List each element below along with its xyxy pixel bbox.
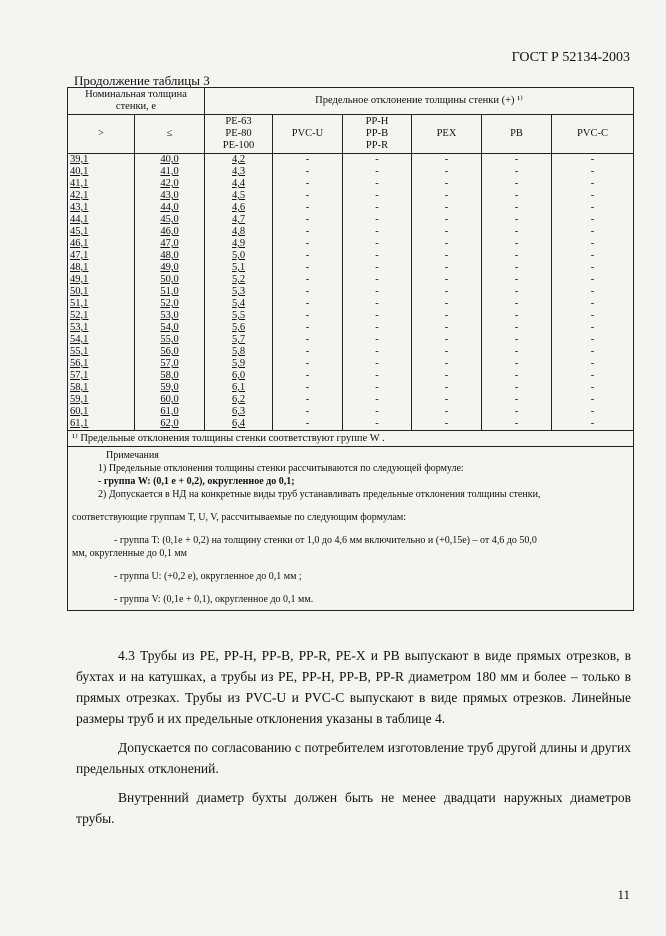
table-cell: - <box>412 226 482 238</box>
table-row <box>68 202 634 214</box>
table-cell: - <box>412 346 482 358</box>
document-code: ГОСТ Р 52134-2003 <box>511 50 630 65</box>
header-material: PP-H PP-B PP-R <box>343 115 412 154</box>
table-cell: - <box>552 370 634 382</box>
table-cell: - <box>273 190 343 202</box>
table-cell: - <box>552 226 634 238</box>
table-cell: 51,1 <box>68 298 135 310</box>
table-cell: 4,8 <box>205 226 273 238</box>
table-cell: 58,0 <box>135 370 205 382</box>
table-cell: - <box>343 190 412 202</box>
table-cell: - <box>482 382 552 394</box>
table-cell: 57,0 <box>135 358 205 370</box>
table-cell: - <box>273 346 343 358</box>
table-cell: - <box>343 238 412 250</box>
table-cell: - <box>412 190 482 202</box>
table-cell: - <box>343 286 412 298</box>
table-cell: - <box>482 370 552 382</box>
table-cell: - <box>273 418 343 431</box>
table-cell: 60,0 <box>135 394 205 406</box>
notes-title: Примечания <box>106 450 159 461</box>
table-row <box>68 262 634 274</box>
table-cell: - <box>412 286 482 298</box>
table-cell: 50,1 <box>68 286 135 298</box>
note-1: 1) Предельные отклонения толщины стенки рассчитываются по следующей формуле: <box>98 463 464 474</box>
table-cell: 4,4 <box>205 178 273 190</box>
note-2: 2) Допускается в НД на конкретные виды труб устанавливать предельные отклонения толщины стенки, <box>98 489 541 500</box>
table-row <box>68 334 634 346</box>
table-cell: - <box>552 310 634 322</box>
table-cell: 5,3 <box>205 286 273 298</box>
table-cell: 58,1 <box>68 382 135 394</box>
table-cell: - <box>552 154 634 167</box>
table-notes <box>68 447 634 611</box>
table-cell: 5,7 <box>205 334 273 346</box>
table-cell: - <box>482 214 552 226</box>
table-cell: 47,1 <box>68 250 135 262</box>
table-cell: - <box>552 262 634 274</box>
table-cell: 42,0 <box>135 178 205 190</box>
table-row <box>68 418 634 431</box>
table-cell: 59,0 <box>135 382 205 394</box>
table-cell: - <box>412 214 482 226</box>
body-text <box>76 645 631 837</box>
table-cell: 45,1 <box>68 226 135 238</box>
table-cell: 40,1 <box>68 166 135 178</box>
table-cell: 53,1 <box>68 322 135 334</box>
table-cell: 52,0 <box>135 298 205 310</box>
table-cell: 43,0 <box>135 190 205 202</box>
table-cell: - <box>482 154 552 167</box>
table-cell: - <box>273 250 343 262</box>
table-cell: 48,1 <box>68 262 135 274</box>
table-cell: 44,0 <box>135 202 205 214</box>
table-cell: - <box>343 394 412 406</box>
table-row <box>68 274 634 286</box>
table-row <box>68 166 634 178</box>
table-cell: - <box>412 238 482 250</box>
table-cell: 52,1 <box>68 310 135 322</box>
table-cell: 4,2 <box>205 154 273 167</box>
table-row <box>68 190 634 202</box>
table-row <box>68 250 634 262</box>
table-cell: 41,1 <box>68 178 135 190</box>
paragraph-coil-diameter: Внутренний диаметр бухты должен быть не менее двадцати наружных диаметров трубы. <box>76 790 631 826</box>
table-cell: 46,0 <box>135 226 205 238</box>
group-v-formula: - группа V: (0,1е + 0,1), округленное до 0,1 мм. <box>114 594 314 605</box>
table-row <box>68 346 634 358</box>
table-cell: - <box>412 370 482 382</box>
table-cell: - <box>412 406 482 418</box>
table-cell: - <box>343 298 412 310</box>
table-cell: - <box>343 310 412 322</box>
table-cell: 43,1 <box>68 202 135 214</box>
table-cell: - <box>552 358 634 370</box>
table-cell: - <box>343 166 412 178</box>
table-cell: - <box>552 166 634 178</box>
table-row <box>68 226 634 238</box>
table-cell: 49,1 <box>68 274 135 286</box>
table-cell: - <box>343 226 412 238</box>
table-cell: - <box>273 286 343 298</box>
table-cell: 5,4 <box>205 298 273 310</box>
table-cell: - <box>273 310 343 322</box>
table-cell: - <box>343 178 412 190</box>
table-cell: - <box>273 406 343 418</box>
table-cell: 4,7 <box>205 214 273 226</box>
table-cell: - <box>482 250 552 262</box>
table-cell: - <box>552 274 634 286</box>
table-row <box>68 370 634 382</box>
table-row <box>68 154 634 167</box>
table-cell: - <box>412 154 482 167</box>
table-footnote: ¹⁾ Предельные отклонения толщины стенки соответствуют группе W . <box>68 431 634 447</box>
table-cell: - <box>482 298 552 310</box>
table-cell: - <box>273 370 343 382</box>
table-cell: - <box>273 382 343 394</box>
table-cell: - <box>482 322 552 334</box>
table-cell: 55,1 <box>68 346 135 358</box>
table-row <box>68 406 634 418</box>
table-caption: Продолжение таблицы 3 <box>74 73 210 88</box>
table-cell: 56,1 <box>68 358 135 370</box>
header-max-deviation: Предельное отклонение толщины стенки (+) ¹⁾ <box>205 88 634 115</box>
header-material: PVC-U <box>273 115 343 154</box>
table-cell: 51,0 <box>135 286 205 298</box>
table-cell: 61,1 <box>68 418 135 431</box>
table-row <box>68 214 634 226</box>
table-cell: - <box>482 262 552 274</box>
table-cell: - <box>552 298 634 310</box>
table-cell: - <box>343 382 412 394</box>
table-cell: - <box>273 166 343 178</box>
table-row <box>68 322 634 334</box>
table-cell: - <box>412 418 482 431</box>
table-cell: - <box>412 298 482 310</box>
table-cell: 6,2 <box>205 394 273 406</box>
table-cell: 6,4 <box>205 418 273 431</box>
table-cell: - <box>482 358 552 370</box>
table-cell: - <box>412 322 482 334</box>
table-cell: - <box>343 358 412 370</box>
table-row <box>68 394 634 406</box>
table-cell: 5,9 <box>205 358 273 370</box>
group-u-formula: - группа U: (+0,2 е), округленное до 0,1 мм ; <box>114 571 302 582</box>
table-cell: - <box>412 250 482 262</box>
table-cell: - <box>482 202 552 214</box>
table-row <box>68 298 634 310</box>
table-cell: 5,5 <box>205 310 273 322</box>
header-material: PB <box>482 115 552 154</box>
table-cell: - <box>552 190 634 202</box>
table-cell: 54,1 <box>68 334 135 346</box>
table-cell: - <box>482 166 552 178</box>
table-cell: 44,1 <box>68 214 135 226</box>
table-cell: - <box>412 178 482 190</box>
table-cell: - <box>343 406 412 418</box>
table-cell: - <box>552 382 634 394</box>
table-cell: - <box>482 226 552 238</box>
table-cell: - <box>412 394 482 406</box>
table-cell: 47,0 <box>135 238 205 250</box>
table-row <box>68 178 634 190</box>
table-cell: - <box>552 394 634 406</box>
table-cell: 5,0 <box>205 250 273 262</box>
table-cell: - <box>273 322 343 334</box>
table-cell: - <box>273 298 343 310</box>
table-cell: 39,1 <box>68 154 135 167</box>
table-cell: - <box>482 394 552 406</box>
table-cell: - <box>343 346 412 358</box>
table-cell: 46,1 <box>68 238 135 250</box>
table-cell: - <box>552 250 634 262</box>
table-cell: - <box>412 382 482 394</box>
table-cell: 50,0 <box>135 274 205 286</box>
table-cell: 6,1 <box>205 382 273 394</box>
table-cell: 59,1 <box>68 394 135 406</box>
table-cell: - <box>482 310 552 322</box>
table-cell: 6,0 <box>205 370 273 382</box>
table-cell: 5,1 <box>205 262 273 274</box>
table-cell: - <box>343 274 412 286</box>
table-cell: - <box>482 418 552 431</box>
header-material: PEX <box>412 115 482 154</box>
table-cell: - <box>273 178 343 190</box>
table-cell: 6,3 <box>205 406 273 418</box>
table-cell: - <box>343 334 412 346</box>
table-cell: - <box>482 190 552 202</box>
table-cell: 62,0 <box>135 418 205 431</box>
deviation-table <box>67 87 634 611</box>
table-cell: - <box>273 214 343 226</box>
group-t-continued: мм, округленные до 0,1 мм <box>72 548 188 559</box>
table-cell: 41,0 <box>135 166 205 178</box>
table-cell: - <box>412 262 482 274</box>
table-cell: 5,6 <box>205 322 273 334</box>
table-cell: - <box>552 406 634 418</box>
table-cell: - <box>482 274 552 286</box>
header-greater-than: > <box>68 115 135 154</box>
table-cell: 4,9 <box>205 238 273 250</box>
header-nominal-thickness: Номинальная толщина стенки, е <box>68 88 205 115</box>
table-cell: 40,0 <box>135 154 205 167</box>
table-cell: 42,1 <box>68 190 135 202</box>
group-t-formula: - группа T: (0,1е + 0,2) на толщину стенки от 1,0 до 4,6 мм включительно и (+0,15е) – от 4,6 до 50,0 <box>114 535 537 546</box>
table-cell: - <box>552 178 634 190</box>
table-cell: - <box>343 202 412 214</box>
table-cell: 45,0 <box>135 214 205 226</box>
table-cell: 56,0 <box>135 346 205 358</box>
header-material: PVC-C <box>552 115 634 154</box>
table-row <box>68 286 634 298</box>
table-cell: - <box>482 286 552 298</box>
table-cell: - <box>552 418 634 431</box>
table-cell: 57,1 <box>68 370 135 382</box>
table-cell: 5,2 <box>205 274 273 286</box>
header-material: PE-63 PE-80 PE-100 <box>205 115 273 154</box>
table-cell: 60,1 <box>68 406 135 418</box>
table-cell: - <box>273 334 343 346</box>
note-2-continued: соответствующие группам T, U, V, рассчитываемые по следующим формулам: <box>72 512 407 523</box>
table-row <box>68 310 634 322</box>
table-row <box>68 382 634 394</box>
note-1-formula: - группа W: (0,1 е + 0,2), округленное до 0,1; <box>98 476 295 487</box>
paragraph-4-3: 4.3 Трубы из PE, PP-H, PP-B, PP-R, PE-X и PB выпускают в виде прямых отрезков, в бухтах и на катушках, а трубы из PE, PP-H, PP-B, PP-R диаметром 180 мм и более – только в прямых отрезках. Трубы из PVC-U и PVC-C выпускают в виде прямых отрезков. Линейные размеры труб и их предельные отклонения указаны в таблице 4. <box>76 648 631 726</box>
table-cell: - <box>412 358 482 370</box>
table-cell: - <box>343 322 412 334</box>
header-less-equal: ≤ <box>135 115 205 154</box>
table-cell: 4,6 <box>205 202 273 214</box>
table-cell: - <box>552 334 634 346</box>
table-cell: - <box>412 310 482 322</box>
table-cell: - <box>343 154 412 167</box>
table-cell: - <box>552 202 634 214</box>
table-row <box>68 358 634 370</box>
table-cell: - <box>343 250 412 262</box>
table-cell: - <box>273 226 343 238</box>
table-cell: 5,8 <box>205 346 273 358</box>
table-cell: - <box>273 238 343 250</box>
table-cell: 4,5 <box>205 190 273 202</box>
table-cell: 55,0 <box>135 334 205 346</box>
table-cell: - <box>412 166 482 178</box>
table-cell: 49,0 <box>135 262 205 274</box>
paragraph-other-lengths: Допускается по согласованию с потребителем изготовление труб другой длины и других предельных отклонений. <box>76 740 631 776</box>
table-cell: - <box>273 154 343 167</box>
table-cell: - <box>482 238 552 250</box>
table-cell: - <box>552 238 634 250</box>
table-cell: - <box>273 358 343 370</box>
table-cell: - <box>343 370 412 382</box>
table-cell: - <box>273 274 343 286</box>
table-cell: - <box>343 214 412 226</box>
table-cell: - <box>482 178 552 190</box>
table-cell: - <box>552 214 634 226</box>
table-cell: - <box>482 346 552 358</box>
table-cell: - <box>552 286 634 298</box>
table-cell: 4,3 <box>205 166 273 178</box>
table-cell: - <box>343 418 412 431</box>
table-cell: 54,0 <box>135 322 205 334</box>
table-cell: - <box>552 346 634 358</box>
table-cell: - <box>343 262 412 274</box>
table-cell: - <box>412 334 482 346</box>
table-cell: - <box>273 202 343 214</box>
table-cell: 61,0 <box>135 406 205 418</box>
page-number: 11 <box>617 887 630 902</box>
table-cell: - <box>482 406 552 418</box>
table-cell: - <box>412 274 482 286</box>
table-cell: 53,0 <box>135 310 205 322</box>
table-cell: - <box>552 322 634 334</box>
table-cell: - <box>482 334 552 346</box>
table-cell: - <box>412 202 482 214</box>
table-row <box>68 238 634 250</box>
table-cell: 48,0 <box>135 250 205 262</box>
table-cell: - <box>273 394 343 406</box>
table-cell: - <box>273 262 343 274</box>
